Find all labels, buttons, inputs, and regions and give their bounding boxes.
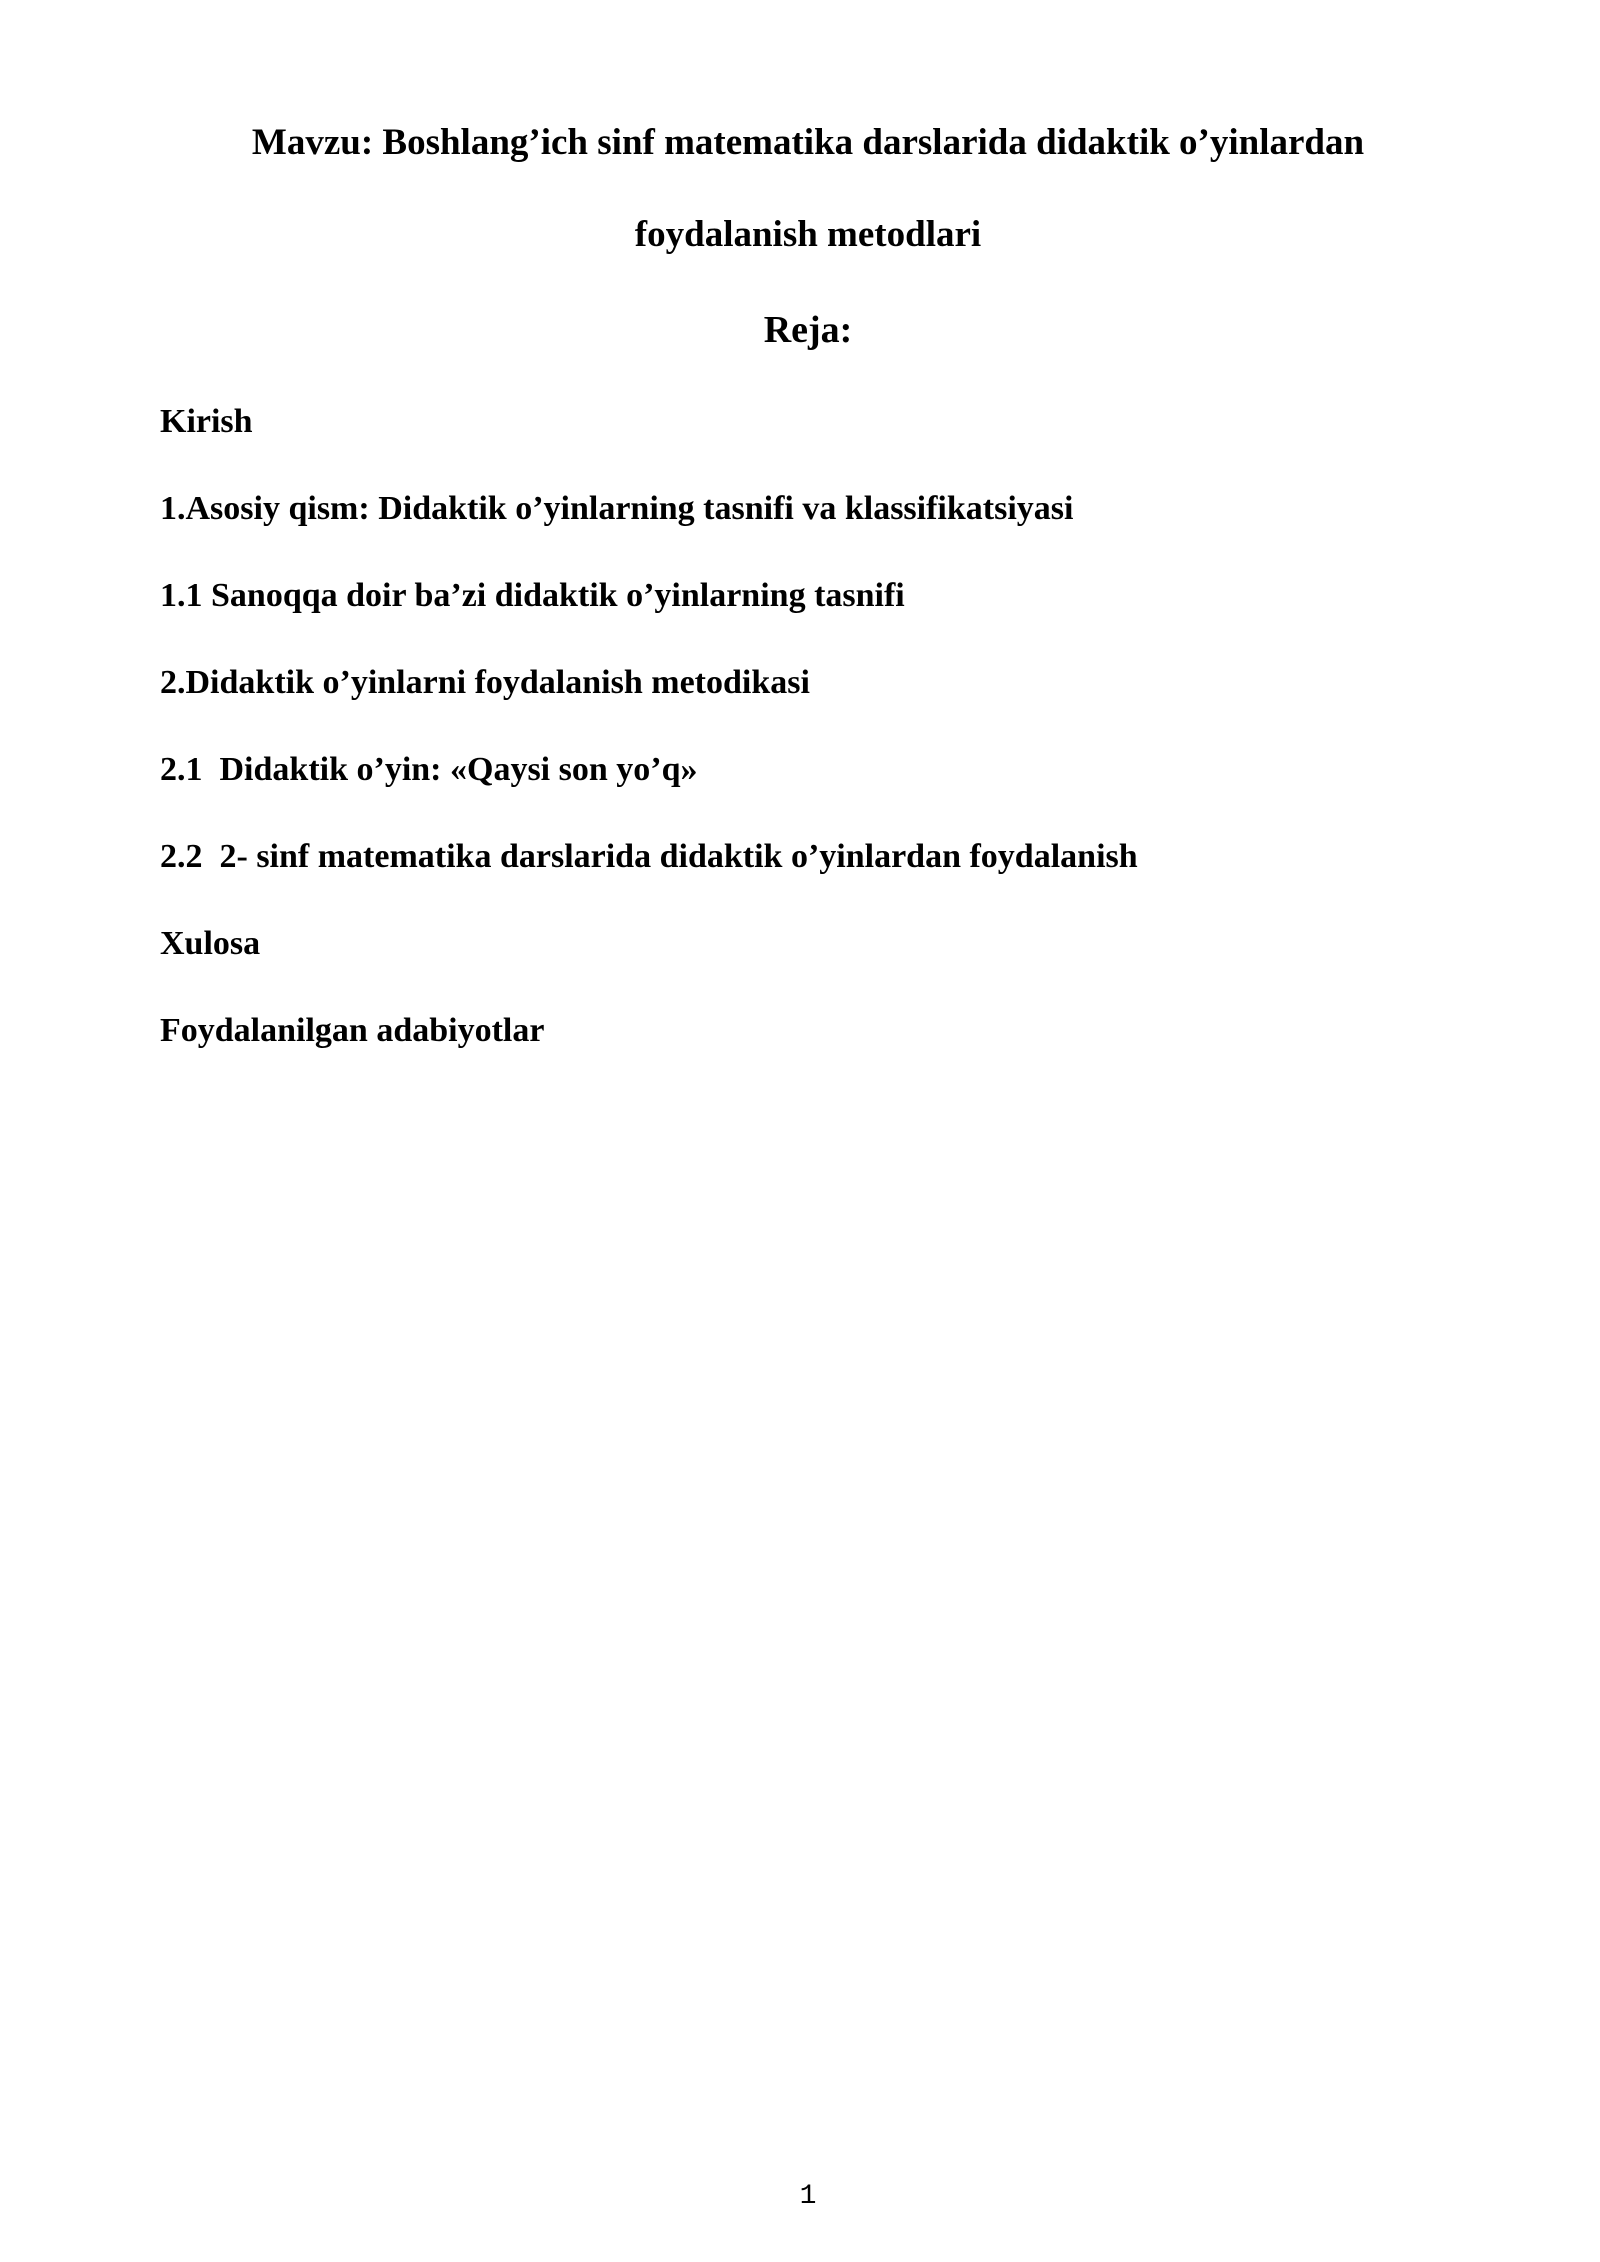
plan-item-adabiyotlar: Foydalanilgan adabiyotlar bbox=[160, 1012, 545, 1049]
plan-item-1: 1.Asosiy qism: Didaktik o’yinlarning tasnifi va klassifikatsiyasi bbox=[160, 490, 1074, 527]
plan-item-kirish: Kirish bbox=[160, 403, 253, 440]
plan-item-xulosa: Xulosa bbox=[160, 925, 261, 962]
topic-title-line-2: foydalanish metodlari bbox=[634, 214, 982, 255]
plan-item-2-1: 2.1 Didaktik o’yin: «Qaysi son yo’q» bbox=[160, 751, 698, 788]
plan-item-2-2: 2.2 2- sinf matematika darslarida didaktik o’yinlardan foydalanish bbox=[160, 838, 1138, 875]
page-number: 1 bbox=[799, 2181, 817, 2212]
plan-item-1-1: 1.1 Sanoqqa doir ba’zi didaktik o’yinlarning tasnifi bbox=[160, 577, 905, 614]
plan-item-2: 2.Didaktik o’yinlarni foydalanish metodikasi bbox=[160, 664, 810, 701]
plan-heading: Reja: bbox=[763, 309, 853, 351]
topic-title-line-1: Mavzu: Boshlang’ich sinf matematika darslarida didaktik o’yinlardan bbox=[251, 122, 1365, 163]
